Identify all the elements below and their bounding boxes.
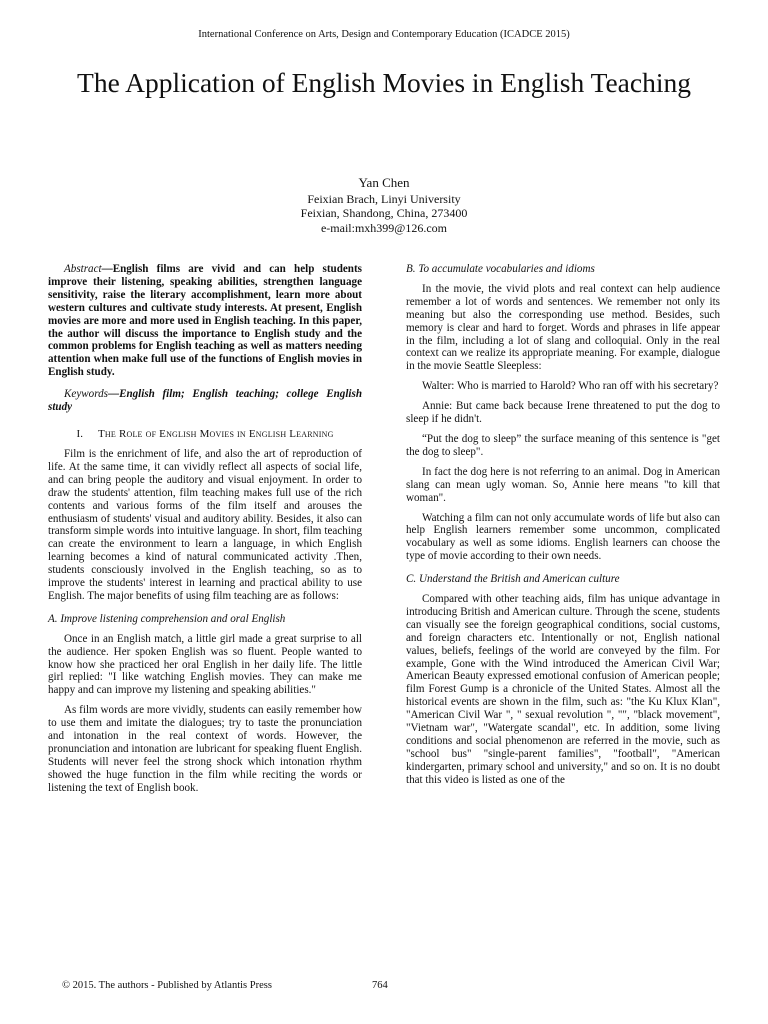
- subsection-b-heading: B. To accumulate vocabularies and idioms: [406, 263, 595, 275]
- subsection-b-paragraph-5: In fact the dog here is not referring to an animal. Dog in American slang can mean ugly woman. So, Annie here means "to kill that woman".: [406, 465, 720, 504]
- author-name: Yan Chen: [358, 175, 410, 190]
- section-title: The Role of English Movies in English Learning: [98, 427, 334, 440]
- subsection-c-paragraph-1: Compared with other teaching aids, film has unique advantage in introducing British and American culture. Through the scene, students can visually see the foreign geographical conditions, social customs, and foreign characters etc. Intentionally or not, English national values, beliefs, feelings of the world are conveyed by the film. For example, Gone with the Wind introduced the American Civil War; American Beauty expressed emotional confusion of American people; film Forest Gump is a chronicle of the United States. Almost all the historical events are shown in the film, such as: "the Ku Klux Klan", "American Civil War ", " sexual revolution ", "", "black movement", "Vietnam war", "Watergate scandal", etc. In addition, some living conditions and social phenomenon are referred in the movie, such as "school bus" "single-parent families", "football", "American kindergarten, primary school and university," and so on. It is no doubt that this video is listed as one of the: [406, 593, 720, 786]
- subsection-a-paragraph-2: As film words are more vividly, students can easily remember how to use them and imitate the dialogues; try to taste the pronunciation and intonation in the real context of words. However, the pronunciation and intonation are lubricant for speaking fluent English. Students will never feel the strong shock which intonation rhythm showed the huge function in the film while reciting the words or listening the text of English book.: [48, 704, 362, 794]
- author-email[interactable]: e-mail:mxh399@126.com: [320, 220, 448, 235]
- subsection-b-paragraph-1: In the movie, the vivid plots and real context can help audience remember a lot of words and sentences. We remember not only its meaning but also the corresponding use method. Besides, such memory is clear and hard to forget. Words and phrases in life appear in the film, including a lot of slang and colloquial. Only in the real context can we realize its appropriate meaning. For example, dialogue in the movie Seattle Sleepless:: [406, 282, 720, 373]
- paper-title: The Application of English Movies in English Teaching: [77, 67, 691, 98]
- keywords: [48, 388, 362, 414]
- section-1-paragraph: Film is the enrichment of life, and also the art of reproduction of life. At the same time, it can vividly reflect all aspects of social life, and can bring people the auditory and visual enjoyment. In order to draw the students' attention, film teaching makes full use of the rich contents and various forms of the film itself and arouses the enthusiasm of students' visual and auditory ability. Besides, it also can transform simple words into intuitive language. In short, film teaching can create the environment to learn a language, in which English learning becomes a kind of natural communicated activity .Then, students consciously involved in the English teaching, so as to improve the students' interest in learning and practical ability to use English. The major benefits of using film teaching are as follows:: [48, 447, 362, 602]
- author-affiliation: Feixian Brach, Linyi University: [307, 191, 461, 206]
- copyright-footer: © 2015. The authors - Published by Atlantis Press: [62, 980, 272, 991]
- subsection-a-paragraph-1: Once in an English match, a little girl made a great surprise to all the audience. Her spoken English was so fluent. People wanted to know how she practiced her oral English in her daily life. The little girl replied: "I like watching English movies. They can make me happy and can improve my listening and speaking abilities.": [48, 632, 362, 697]
- abstract-text: —English films are vivid and can help students improve their listening, speaking abilities, strengthen language sensitivity, raise the literary accomplishment, learn more about western cultures and cultivate study interests. At present, English movies are more and more used in English teaching. In this paper, the author will discuss the importance to English study and the common problems for English teaching as well as matters needing attention when make full use of the functions of English movies in English study.: [48, 263, 362, 379]
- conference-header: International Conference on Arts, Design and Contemporary Education (ICADCE 2015): [198, 29, 570, 40]
- subsection-b-paragraph-2: Walter: Who is married to Harold? Who ran off with his secretary?: [422, 380, 719, 393]
- abstract: [48, 263, 362, 379]
- subsection-b-paragraph-6: Watching a film can not only accumulate words of life but also can help English learners remember some uncommon, complicated vocabulary as well as some idioms. English learners can choose the type of movie according to their own needs.: [406, 511, 720, 563]
- author-address: Feixian, Shandong, China, 273400: [300, 206, 468, 220]
- subsection-a-heading: A. Improve listening comprehension and oral English: [48, 612, 286, 625]
- left-column: [48, 263, 362, 795]
- right-column: [406, 263, 720, 787]
- abstract-label: Abstract: [64, 263, 102, 275]
- subsection-c-heading: C. Understand the British and American culture: [406, 573, 620, 586]
- subsection-b-paragraph-4: “Put the dog to sleep” the surface meaning of this sentence is "get the dog to sleep".: [406, 432, 720, 458]
- keywords-text: —English film; English teaching; college English study: [48, 388, 362, 414]
- page-number: 764: [372, 980, 388, 991]
- keywords-label: Keywords: [64, 388, 108, 401]
- author-block: [0, 176, 768, 235]
- section-number: I.: [76, 427, 84, 440]
- subsection-b-paragraph-3: Annie: But came back because Irene threatened to put the dog to sleep if he didn't.: [406, 400, 720, 426]
- section-heading-1: [48, 428, 362, 441]
